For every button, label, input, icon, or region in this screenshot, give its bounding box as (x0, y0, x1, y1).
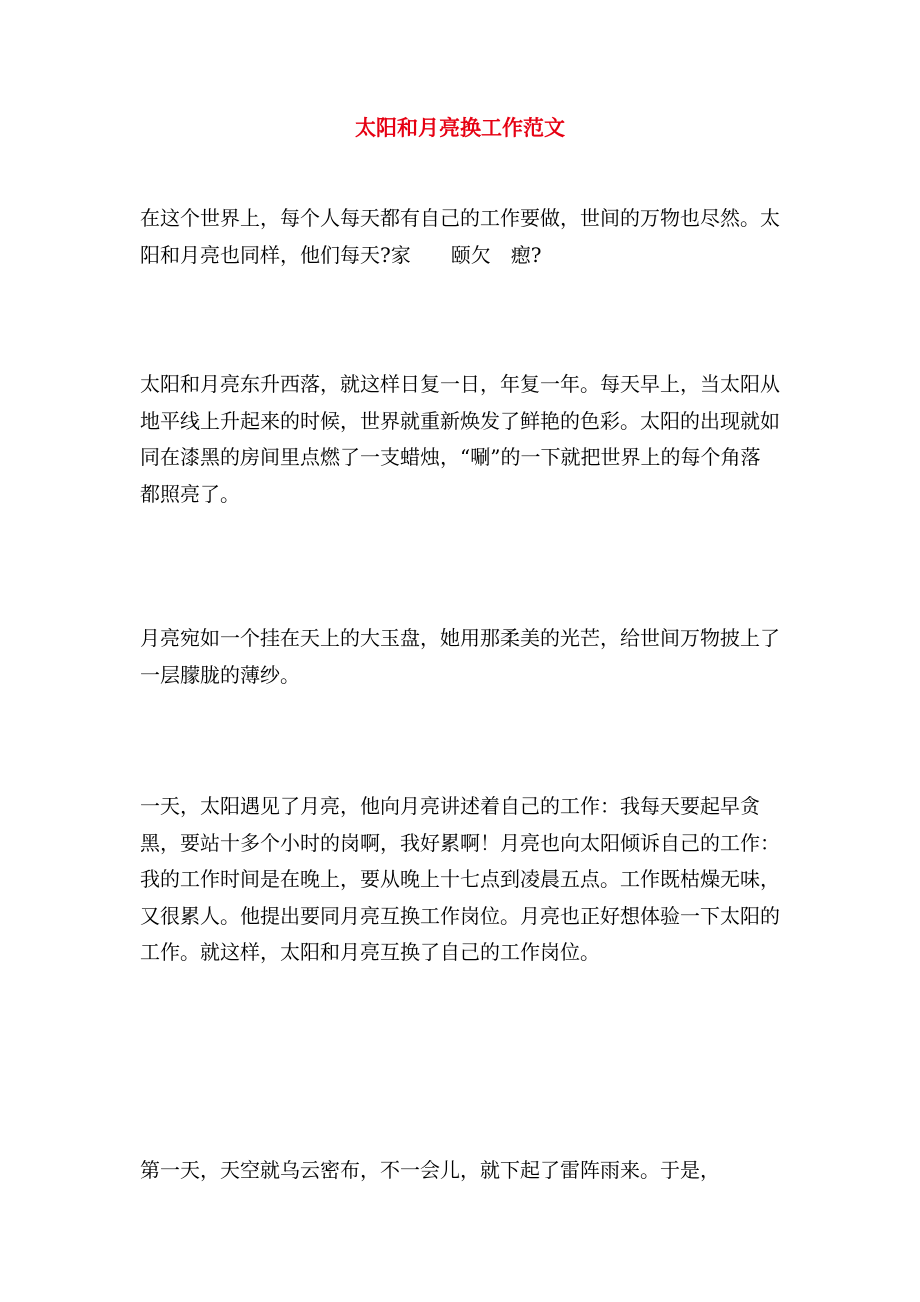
paragraph-2: 太阳和月亮东升西落，就这样日复一日，年复一年。每天早上，当太阳从地平线上升起来的时候，世界就重新焕发了鲜艳的色彩。太阳的出现就如同在漆黑的房间里点燃了一支蜡烛，“唰”的一下就把世界上的每个角落都照亮了。 (140, 372, 780, 506)
document-title: 太阳和月亮换工作范文 (355, 115, 565, 140)
paragraph-1: 在这个世界上，每个人每天都有自己的工作要做，世间的万物也尽然。太阳和月亮也同样，他们每天?家 颐欠 瘛? (140, 206, 780, 267)
paragraph-4: 一天，太阳遇见了月亮，他向月亮讲述着自己的工作：我每天要起早贪黑，要站十多个小时的岗啊，我好累啊！月亮也向太阳倾诉自己的工作：我的工作时间是在晚上，要从晚上十七点到凌晨五点。工作既枯燥无味，又很累人。他提出要同月亮互换工作岗位。月亮也正好想体验一下太阳的工作。就这样，太阳和月亮互换了自己的工作岗位。 (140, 794, 780, 964)
paragraph-3: 月亮宛如一个挂在天上的大玉盘，她用那柔美的光芒，给世间万物披上了一层朦胧的薄纱。 (140, 626, 780, 687)
paragraph-5: 第一天，天空就乌云密布，不一会儿，就下起了雷阵雨来。于是， (140, 1158, 720, 1182)
